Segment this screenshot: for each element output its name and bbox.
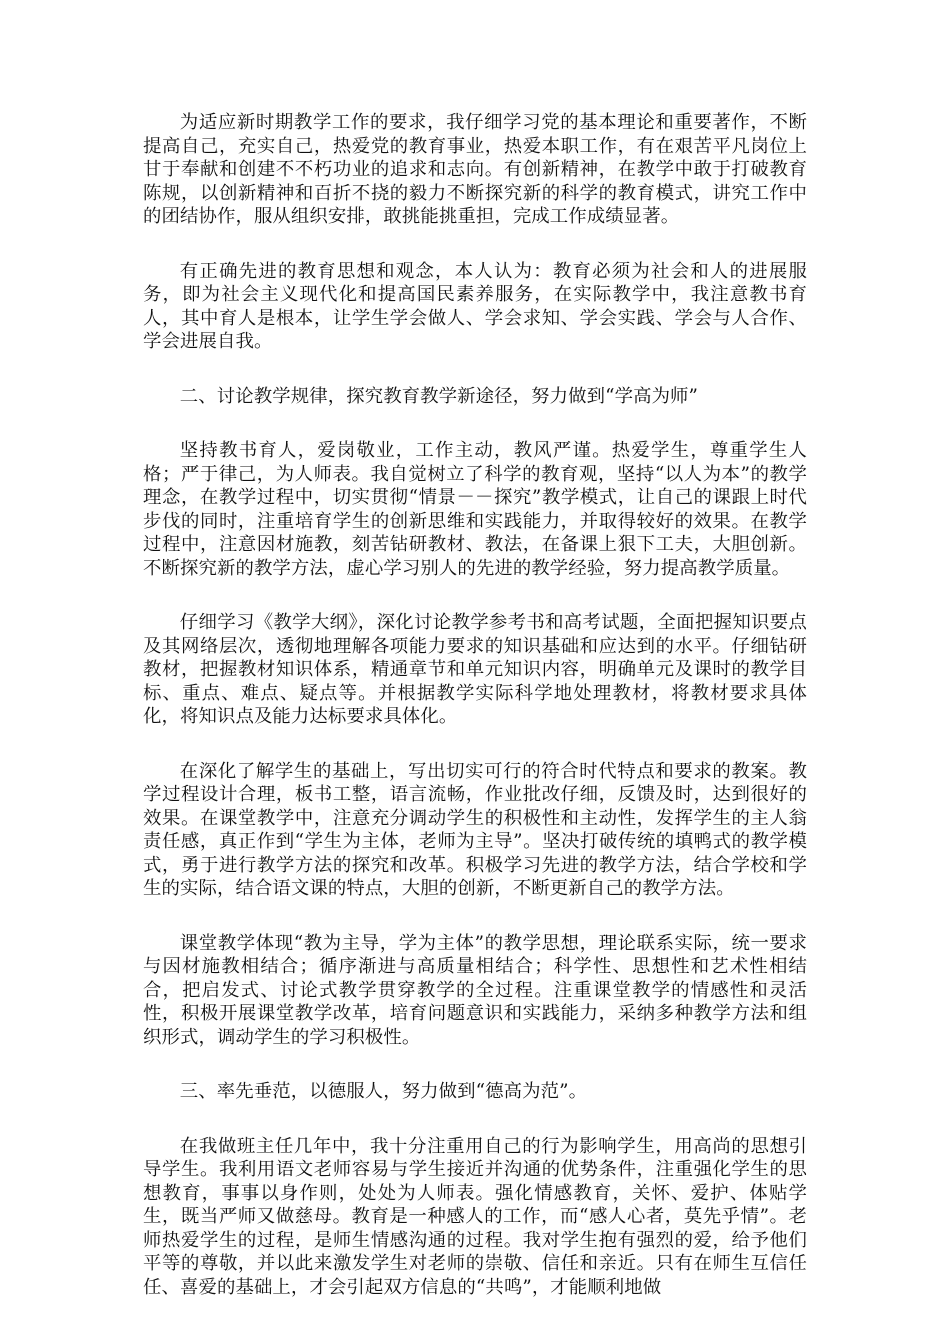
paragraph-intro: 为适应新时期教学工作的要求，我仔细学习党的基本理论和重要著作，不断提高自己，充实自己，热爱党的教育事业，热爱本职工作，有在艰苦平凡岗位上甘于奉献和创建不不朽功业的追求和志向。有创新精神，在教学中敢于打破教育陈规，以创新精神和百折不挠的毅力不断探究新的科学的教育模式，讲究工作中的团结协作，服从组织安排，敢挑能挑重担，完成工作成绩显著。 — [143, 112, 807, 227]
paragraph-syllabus-study: 仔细学习《教学大纲》，深化讨论教学参考书和高考试题，全面把握知识要点及其网络层次，透彻地理解各项能力要求的知识基础和应达到的水平。仔细钻研教材，把握教材知识体系，精通章节和单元知识内容，明确单元及课时的教学目标、重点、难点、疑点等。并根据教学实际科学地处理教材，将教材要求具体化，将知识点及能力达标要求具体化。 — [143, 612, 807, 727]
paragraph-lesson-plans: 在深化了解学生的基础上，写出切实可行的符合时代特点和要求的教案。教学过程设计合理，板书工整，语言流畅，作业批改仔细，反馈及时，达到很好的效果。在课堂教学中，注意充分调动学生的积极性和主动性，发挥学生的主人翁责任感，真正作到“学生为主体，老师为主导”。坚决打破传统的填鸭式的教学模式，勇于进行教学方法的探究和改革。积极学习先进的教学方法，结合学校和学生的实际，结合语文课的特点，大胆的创新，不断更新自己的教学方法。 — [143, 760, 807, 899]
section-heading-2: 二、讨论教学规律，探究教育教学新途径，努力做到“学高为师” — [179, 385, 699, 407]
paragraph-classroom-teaching: 课堂教学体现“教为主导，学为主体”的教学思想，理论联系实际，统一要求与因材施教相结合；循序渐进与高质量相结合；科学性、思想性和艺术性相结合，把启发式、讨论式教学贯穿教学的全过程。注重课堂教学的情感性和灵活性，积极开展课堂教学改革，培育问题意识和实践能力，采纳多种教学方法和组织形式，调动学生的学习积极性。 — [143, 932, 807, 1048]
section-heading-3: 三、率先垂范，以德服人，努力做到“德高为范”。 — [179, 1081, 588, 1102]
paragraph-teaching-ethic: 坚持教书育人，爱岗敬业，工作主动，教风严谨。热爱学生，尊重学生人格；严于律己，为人师表。我自觉树立了科学的教育观，坚持“以人为本”的教学理念，在教学过程中，切实贯彻“情景－－探究”教学模式，让自己的课跟上时代步伐的同时，注重培育学生的创新思维和实践能力，并取得较好的效果。在教学过程中，注意因材施教，刻苦钻研教材、教法，在备课上狠下工夫，大胆创新。不断探究新的教学方法，虚心学习别人的先进的教学经验，努力提高教学质量。 — [143, 440, 807, 579]
document-body — [143, 111, 807, 1299]
paragraph-class-teacher: 在我做班主任几年中，我十分注重用自己的行为影响学生，用高尚的思想引导学生。我利用语文老师容易与学生接近并沟通的优势条件，注重强化学生的思想教育，事事以身作则，处处为人师表。强化情感教育，关怀、爱护、体贴学生，既当严师又做慈母。教育是一种感人的工作，而“感人心者，莫先乎情”。老师热爱学生的过程，是师生情感沟通的过程。我对学生抱有强烈的爱，给予他们平等的尊敬，并以此来激发学生对老师的崇敬、信任和亲近。只有在师生互信任任、喜爱的基础上，才会引起双方信息的“共鸣”，才能顺利地做 — [143, 1135, 807, 1298]
paragraph-education-thought: 有正确先进的教育思想和观念，本人认为：教育必须为社会和人的进展服务，即为社会主义现代化和提高国民素养服务，在实际教学中，我注意教书育人，其中育人是根本，让学生学会做人、学会求知、学会实践、学会与人合作、学会进展自我。 — [143, 260, 807, 352]
